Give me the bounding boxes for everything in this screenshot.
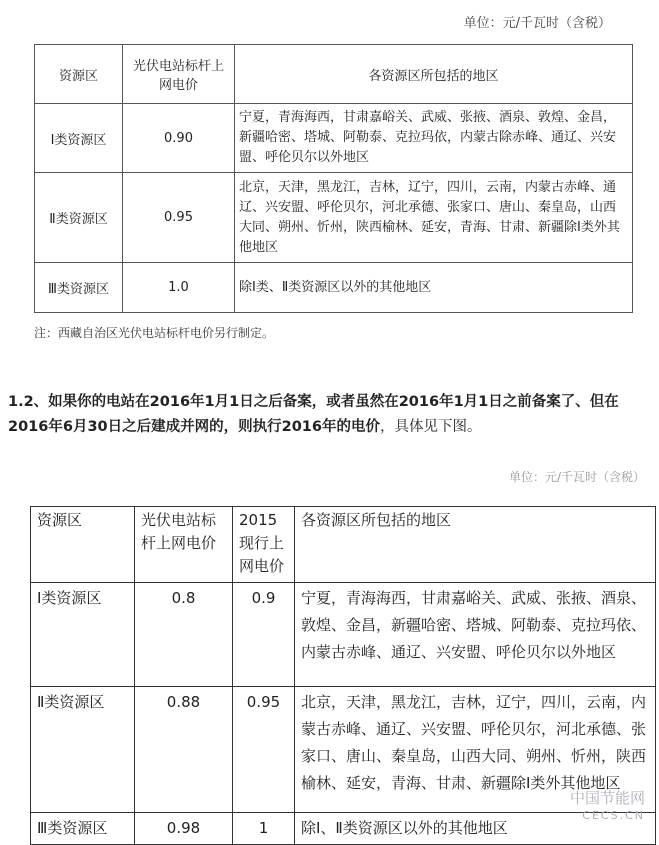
watermark-main: 中国节能网 [569,789,645,807]
zone-cell: Ⅰ类资源区 [35,104,123,173]
table1-header-row [35,45,633,104]
current-price-cell: 0.95 [233,687,295,813]
tariff-table-2016 [30,506,656,845]
zone-cell: Ⅱ类资源区 [31,687,135,813]
table1-header-zone: 资源区 [35,45,123,104]
watermark-sub: CECS.CN [582,809,645,822]
price-cell: 0.98 [135,813,233,845]
table1-header-price: 光伏电站标杆上网电价 [123,45,235,104]
watermark [570,790,645,824]
table-row [35,263,633,313]
tariff-table-2015 [34,44,633,313]
table2-header-price: 光伏电站标杆上网电价 [135,507,233,583]
table1-unit: 单位：元/千瓦时（含税） [463,16,611,31]
paragraph-normal-text: ，具体见下图。 [379,419,482,435]
table2-header-row [31,507,656,583]
table-row [31,687,656,813]
areas-cell: 宁夏，青海海西，甘肃嘉峪关、武威、张掖、酒泉、敦煌、金昌，新疆哈密、塔城、阿勒泰、克拉玛依、内蒙古赤峰、通辽、兴安盟、呼伦贝尔以外地区 [295,583,656,687]
price-cell: 0.88 [135,687,233,813]
table-row [31,813,656,845]
price-cell: 0.95 [123,173,235,263]
table-row [35,104,633,173]
table2-header-areas: 各资源区所包括的地区 [295,507,656,583]
table2-header-current: 2015现行上网电价 [233,507,295,583]
price-cell: 0.8 [135,583,233,687]
table1-note: 注：西藏自治区光伏电站标杆电价另行制定。 [34,326,275,340]
areas-cell: 宁夏，青海海西，甘肃嘉峪关、武威、张掖、酒泉、敦煌、金昌，新疆哈密、塔城、阿勒泰、克拉玛依，内蒙古除赤峰、通辽、兴安盟、呼伦贝尔以外地区 [235,104,633,173]
table-row [35,173,633,263]
table2-unit: 单位：元/千瓦时（含税） [508,470,645,484]
zone-cell: Ⅲ类资源区 [31,813,135,845]
areas-cell: 北京，天津，黑龙江，吉林，辽宁，四川，云南，内蒙古赤峰、通辽、兴安盟、呼伦贝尔，河北承德、张家口、唐山、秦皇岛，山西大同、朔州、忻州，陕西榆林、延安，青海、甘肃、新疆除Ⅰ类外其他地区 [235,173,633,263]
areas-cell: 除Ⅰ类、Ⅱ类资源区以外的其他地区 [235,263,633,313]
areas-cell: 除Ⅰ、Ⅱ类资源区以外的其他地区 [295,813,656,845]
table1-header-areas: 各资源区所包括的地区 [235,45,633,104]
paragraph-bold-text: 1.2、如果你的电站在2016年1月1日之后备案，或者虽然在2016年1月1日之前备案了、但在2016年6月30日之后建成并网的，则执行2016年的电价 [8,394,619,435]
price-cell: 0.90 [123,104,235,173]
zone-cell: Ⅱ类资源区 [35,173,123,263]
zone-cell: Ⅰ类资源区 [31,583,135,687]
price-cell: 1.0 [123,263,235,313]
article-paragraph [8,390,653,440]
table2-header-zone: 资源区 [31,507,135,583]
zone-cell: Ⅲ类资源区 [35,263,123,313]
areas-cell: 北京，天津，黑龙江，吉林，辽宁，四川，云南，内蒙古赤峰、通辽、兴安盟、呼伦贝尔，河北承德、张家口、唐山、秦皇岛，山西大同、朔州、忻州，陕西榆林、延安，青海、甘肃、新疆除Ⅰ类外其他地区 [295,687,656,813]
current-price-cell: 1 [233,813,295,845]
table-row [31,583,656,687]
current-price-cell: 0.9 [233,583,295,687]
